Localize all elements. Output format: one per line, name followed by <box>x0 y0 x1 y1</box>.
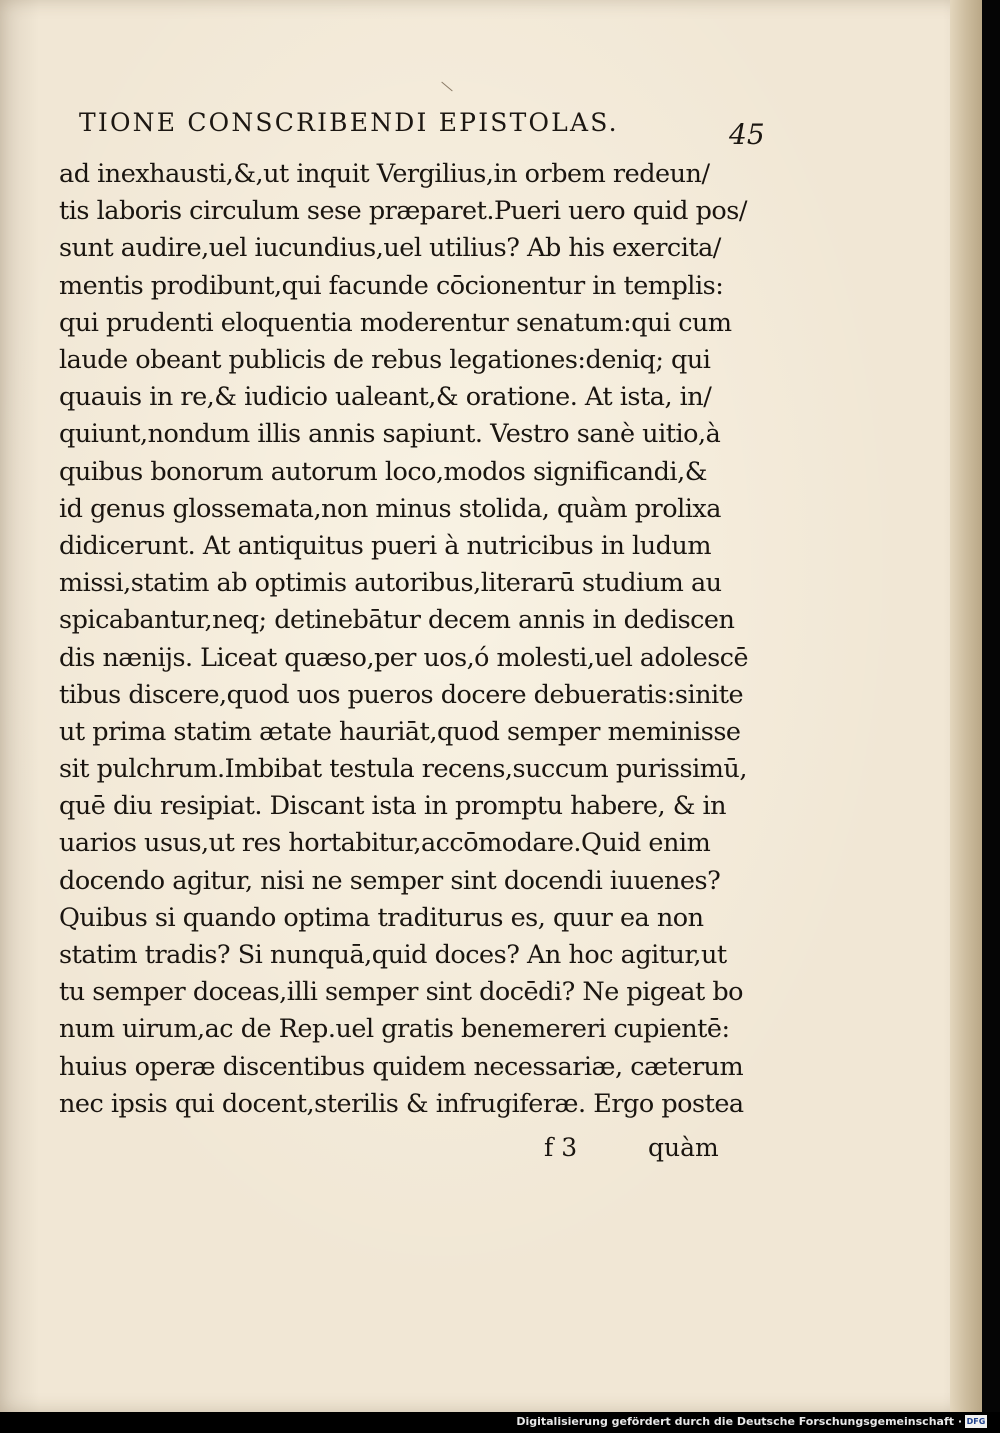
text-line: nec ipsis qui docent,sterilis & infrugiferæ. Ergo postea <box>59 1088 744 1119</box>
text-line: sunt audire,uel iucundius,uel utilius? Ab his exercita/ <box>59 233 721 264</box>
text-line: statim tradis? Si nunquā,quid doces? An hoc agitur,ut <box>59 939 727 970</box>
text-line: quauis in re,& iudicio ualeant,& oratione. At ista, in/ <box>59 382 712 413</box>
text-line: didicerunt. At antiquitus pueri à nutricibus in ludum <box>59 530 712 561</box>
paper-crease-mark <box>441 82 452 92</box>
text-line: laude obeant publicis de rebus legationes:deniq; qui <box>59 344 711 375</box>
catchword: quàm <box>648 1133 719 1162</box>
text-line: quiunt,nondum illis annis sapiunt. Vestro sanè uitio,à <box>59 419 721 450</box>
text-line: ut prima statim ætate hauriāt,quod semper meminisse <box>59 716 741 747</box>
text-line: ad inexhausti,&,ut inquit Vergilius,in orbem redeun/ <box>59 159 710 189</box>
text-line: sit pulchrum.Imbibat testula recens,succum purissimū, <box>59 754 747 784</box>
text-line: quē diu resipiat. Discant ista in promptu habere, & in <box>59 791 727 822</box>
text-line: num uirum,ac de Rep.uel gratis benemereri cupientē: <box>59 1014 730 1045</box>
text-line: spicabantur,neq; detinebātur decem annis in dediscen <box>59 605 735 636</box>
dfg-logo-icon: DFG <box>966 1417 986 1426</box>
page-gutter-edge <box>950 0 982 1412</box>
folio-number: 45 <box>729 118 765 151</box>
text-line: dis nænijs. Liceat quæso,per uos,ó molesti,uel adolescē <box>59 642 748 673</box>
body-text <box>59 156 749 1123</box>
text-line: docendo agitur, nisi ne semper sint docendi iuuenes? <box>59 865 721 896</box>
digitization-credit: Digitalisierung gefördert durch die Deutsche Forschungsgemeinschaft · <box>516 1415 962 1428</box>
text-line: id genus glossemata,non minus stolida, quàm prolixa <box>59 493 721 524</box>
running-head: TIONE CONSCRIBENDI EPISTOLAS. <box>79 108 619 137</box>
text-line: quibus bonorum autorum loco,modos significandi,& <box>59 456 707 487</box>
text-line: tibus discere,quod uos pueros docere debueratis:sinite <box>59 679 744 710</box>
text-line: Quibus si quando optima traditurus es, quur ea non <box>59 902 704 933</box>
signature-mark: f 3 <box>544 1133 578 1162</box>
text-line: missi,statim ab optimis autoribus,literarū studium au <box>59 568 722 599</box>
text-line: qui prudenti eloquentia moderentur senatum:qui cum <box>59 307 732 338</box>
text-line: tu semper doceas,illi semper sint docēdi? Ne pigeat bo <box>59 977 744 1008</box>
text-line: uarios usus,ut res hortabitur,accōmodare.Quid enim <box>59 828 711 859</box>
text-line: tis laboris circulum sese præparet.Pueri uero quid pos/ <box>59 196 747 227</box>
text-line: huius operæ discentibus quidem necessariæ, cæterum <box>59 1051 744 1082</box>
text-line: mentis prodibunt,qui facunde cōcionentur in templis: <box>59 270 724 301</box>
